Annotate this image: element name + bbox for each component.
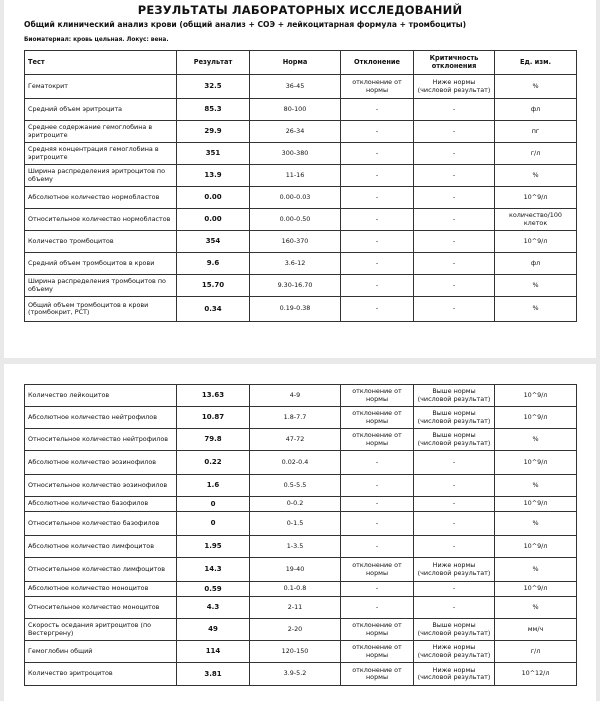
reference-range: 300-380 — [250, 143, 341, 165]
test-name: Среднее содержание гемоглобина в эритроците — [25, 121, 177, 143]
criticality-flag: - — [414, 121, 495, 143]
unit: 10^9/л — [495, 407, 577, 429]
unit: % — [495, 475, 577, 497]
deviation-flag: - — [341, 597, 414, 619]
reference-range: 2-20 — [250, 619, 341, 641]
reference-range: 0.02-0.4 — [250, 451, 341, 475]
reference-range: 120-150 — [250, 641, 341, 663]
test-result: 0.00 — [177, 187, 250, 209]
unit: % — [495, 429, 577, 451]
table-row — [25, 512, 577, 536]
unit: % — [495, 165, 577, 187]
unit: 10^9/л — [495, 582, 577, 597]
table-row — [25, 475, 577, 497]
deviation-flag: - — [341, 231, 414, 253]
reference-range: 11-16 — [250, 165, 341, 187]
deviation-flag: отклонение от нормы — [341, 663, 414, 686]
test-name: Абсолютное количество нейтрофилов — [25, 407, 177, 429]
unit: % — [495, 512, 577, 536]
reference-range: 26-34 — [250, 121, 341, 143]
table-row — [25, 121, 577, 143]
test-name: Количество лейкоцитов — [25, 385, 177, 407]
test-name: Средний объем эритроцита — [25, 99, 177, 121]
header-test: Тест — [25, 51, 177, 75]
unit: 10^9/л — [495, 497, 577, 512]
criticality-flag: - — [414, 209, 495, 231]
test-result: 14.3 — [177, 558, 250, 582]
test-result: 9.6 — [177, 253, 250, 275]
criticality-flag: - — [414, 99, 495, 121]
test-name: Средний объем тромбоцитов в крови — [25, 253, 177, 275]
table-row — [25, 209, 577, 231]
table-row — [25, 75, 577, 99]
test-name: Относительное количество нейтрофилов — [25, 429, 177, 451]
test-name: Общий объем тромбоцитов в крови (тромбокрит, PCT) — [25, 297, 177, 322]
reference-range: 3.9-5.2 — [250, 663, 341, 686]
header-deviation: Отклонение — [341, 51, 414, 75]
unit: 10^9/л — [495, 385, 577, 407]
reference-range: 160-370 — [250, 231, 341, 253]
deviation-flag: - — [341, 275, 414, 297]
report-title: РЕЗУЛЬТАТЫ ЛАБОРАТОРНЫХ ИССЛЕДОВАНИЙ — [137, 3, 463, 17]
criticality-flag: Ниже нормы (числовой результат) — [414, 75, 495, 99]
deviation-flag: - — [341, 143, 414, 165]
test-name: Абсолютное количество лимфоцитов — [25, 536, 177, 558]
table-row — [25, 275, 577, 297]
criticality-flag: - — [414, 475, 495, 497]
table-row — [25, 619, 577, 641]
test-result: 0.34 — [177, 297, 250, 322]
criticality-flag: - — [414, 451, 495, 475]
deviation-flag: отклонение от нормы — [341, 641, 414, 663]
deviation-flag: - — [341, 253, 414, 275]
deviation-flag: - — [341, 121, 414, 143]
test-name: Абсолютное количество нормобластов — [25, 187, 177, 209]
test-result: 79.8 — [177, 429, 250, 451]
results-table-page-2 — [24, 384, 577, 686]
test-result: 85.3 — [177, 99, 250, 121]
reference-range: 0-0.2 — [250, 497, 341, 512]
test-name: Количество эритроцитов — [25, 663, 177, 686]
criticality-flag: Выше нормы (числовой результат) — [414, 619, 495, 641]
table-row — [25, 231, 577, 253]
reference-range: 0-1.5 — [250, 512, 341, 536]
criticality-flag: - — [414, 253, 495, 275]
unit: 10^12/л — [495, 663, 577, 686]
test-name: Гемоглобин общий — [25, 641, 177, 663]
deviation-flag: - — [341, 165, 414, 187]
criticality-flag: - — [414, 582, 495, 597]
test-name: Абсолютное количество базофилов — [25, 497, 177, 512]
test-name: Ширина распределения эритроцитов по объему — [25, 165, 177, 187]
criticality-flag: - — [414, 165, 495, 187]
table-row — [25, 143, 577, 165]
reference-range: 0.19-0.38 — [250, 297, 341, 322]
unit: количество/100 клеток — [495, 209, 577, 231]
criticality-flag: Выше нормы (числовой результат) — [414, 429, 495, 451]
criticality-flag: - — [414, 143, 495, 165]
criticality-flag: - — [414, 536, 495, 558]
test-result: 15.70 — [177, 275, 250, 297]
criticality-flag: Ниже нормы (числовой результат) — [414, 558, 495, 582]
criticality-flag: Выше нормы (числовой результат) — [414, 385, 495, 407]
test-result: 0.00 — [177, 209, 250, 231]
header-norm: Норма — [250, 51, 341, 75]
header-result: Результат — [177, 51, 250, 75]
unit: мм/ч — [495, 619, 577, 641]
reference-range: 1.8-7.7 — [250, 407, 341, 429]
reference-range: 0.00-0.03 — [250, 187, 341, 209]
test-result: 114 — [177, 641, 250, 663]
test-result: 351 — [177, 143, 250, 165]
table-row — [25, 497, 577, 512]
reference-range: 0.5-5.5 — [250, 475, 341, 497]
test-result: 354 — [177, 231, 250, 253]
deviation-flag: - — [341, 475, 414, 497]
test-name: Относительное количество базофилов — [25, 512, 177, 536]
deviation-flag: - — [341, 99, 414, 121]
unit: 10^9/л — [495, 536, 577, 558]
deviation-flag: - — [341, 209, 414, 231]
deviation-flag: отклонение от нормы — [341, 407, 414, 429]
unit: г/л — [495, 143, 577, 165]
reference-range: 4-9 — [250, 385, 341, 407]
deviation-flag: - — [341, 187, 414, 209]
test-result: 3.81 — [177, 663, 250, 686]
table-row — [25, 663, 577, 686]
criticality-flag: - — [414, 187, 495, 209]
test-result: 29.9 — [177, 121, 250, 143]
header-unit: Ед. изм. — [495, 51, 577, 75]
test-result: 1.6 — [177, 475, 250, 497]
reference-range: 2-11 — [250, 597, 341, 619]
test-name: Скорость оседания эритроцитов (по Вестергрену) — [25, 619, 177, 641]
deviation-flag: - — [341, 497, 414, 512]
table-row — [25, 407, 577, 429]
criticality-flag: - — [414, 597, 495, 619]
test-result: 0 — [177, 512, 250, 536]
unit: % — [495, 558, 577, 582]
table-row — [25, 597, 577, 619]
unit: фл — [495, 253, 577, 275]
criticality-flag: Ниже нормы (числовой результат) — [414, 641, 495, 663]
deviation-flag: отклонение от нормы — [341, 429, 414, 451]
test-name: Относительное количество эозинофилов — [25, 475, 177, 497]
test-name: Относительное количество нормобластов — [25, 209, 177, 231]
unit: % — [495, 297, 577, 322]
report-page-2 — [4, 364, 596, 701]
reference-range: 0.1-0.8 — [250, 582, 341, 597]
table-row — [25, 385, 577, 407]
test-result: 49 — [177, 619, 250, 641]
deviation-flag: отклонение от нормы — [341, 619, 414, 641]
table-header-row — [25, 51, 577, 75]
unit: г/л — [495, 641, 577, 663]
criticality-flag: - — [414, 497, 495, 512]
table-row — [25, 253, 577, 275]
test-name: Абсолютное количество моноцитов — [25, 582, 177, 597]
report-page-1 — [4, 0, 596, 358]
unit: фл — [495, 99, 577, 121]
reference-range: 47-72 — [250, 429, 341, 451]
reference-range: 0.00-0.50 — [250, 209, 341, 231]
deviation-flag: отклонение от нормы — [341, 385, 414, 407]
table-row — [25, 99, 577, 121]
table-row — [25, 451, 577, 475]
test-name: Средняя концентрация гемоглобина в эритроците — [25, 143, 177, 165]
criticality-flag: - — [414, 231, 495, 253]
test-name: Количество тромбоцитов — [25, 231, 177, 253]
test-name: Абсолютное количество эозинофилов — [25, 451, 177, 475]
unit: 10^9/л — [495, 231, 577, 253]
table-row — [25, 536, 577, 558]
test-result: 1.95 — [177, 536, 250, 558]
biomaterial-info: Биоматериал: кровь цельная. Локус: вена. — [24, 37, 169, 43]
reference-range: 80-100 — [250, 99, 341, 121]
test-result: 0 — [177, 497, 250, 512]
test-result: 4.3 — [177, 597, 250, 619]
unit: 10^9/л — [495, 451, 577, 475]
test-result: 0.22 — [177, 451, 250, 475]
table-row — [25, 297, 577, 322]
table-row — [25, 582, 577, 597]
test-name: Относительное количество лимфоцитов — [25, 558, 177, 582]
analysis-name: Общий клинический анализ крови (общий анализ + СОЭ + лейкоцитарная формула + тромбоциты) — [24, 20, 467, 29]
reference-range: 1-3.5 — [250, 536, 341, 558]
criticality-flag: Ниже нормы (числовой результат) — [414, 663, 495, 686]
reference-range: 36-45 — [250, 75, 341, 99]
deviation-flag: отклонение от нормы — [341, 75, 414, 99]
table-row — [25, 429, 577, 451]
deviation-flag: - — [341, 512, 414, 536]
unit: 10^9/л — [495, 187, 577, 209]
deviation-flag: - — [341, 297, 414, 322]
test-name: Гематокрит — [25, 75, 177, 99]
deviation-flag: - — [341, 451, 414, 475]
reference-range: 19-40 — [250, 558, 341, 582]
test-result: 13.9 — [177, 165, 250, 187]
deviation-flag: - — [341, 582, 414, 597]
unit: % — [495, 597, 577, 619]
deviation-flag: отклонение от нормы — [341, 558, 414, 582]
criticality-flag: Выше нормы (числовой результат) — [414, 407, 495, 429]
table-row — [25, 165, 577, 187]
header-criticality: Критичность отклонения — [414, 51, 495, 75]
table-row — [25, 558, 577, 582]
criticality-flag: - — [414, 275, 495, 297]
test-result: 32.5 — [177, 75, 250, 99]
reference-range: 9.30-16.70 — [250, 275, 341, 297]
test-result: 10.87 — [177, 407, 250, 429]
results-table-page-1 — [24, 50, 577, 322]
test-name: Ширина распределения тромбоцитов по объему — [25, 275, 177, 297]
test-result: 0.59 — [177, 582, 250, 597]
criticality-flag: - — [414, 297, 495, 322]
unit: % — [495, 275, 577, 297]
unit: % — [495, 75, 577, 99]
test-name: Относительное количество моноцитов — [25, 597, 177, 619]
reference-range: 3.6-12 — [250, 253, 341, 275]
test-result: 13.63 — [177, 385, 250, 407]
deviation-flag: - — [341, 536, 414, 558]
table-row — [25, 187, 577, 209]
table-row — [25, 641, 577, 663]
criticality-flag: - — [414, 512, 495, 536]
unit: пг — [495, 121, 577, 143]
